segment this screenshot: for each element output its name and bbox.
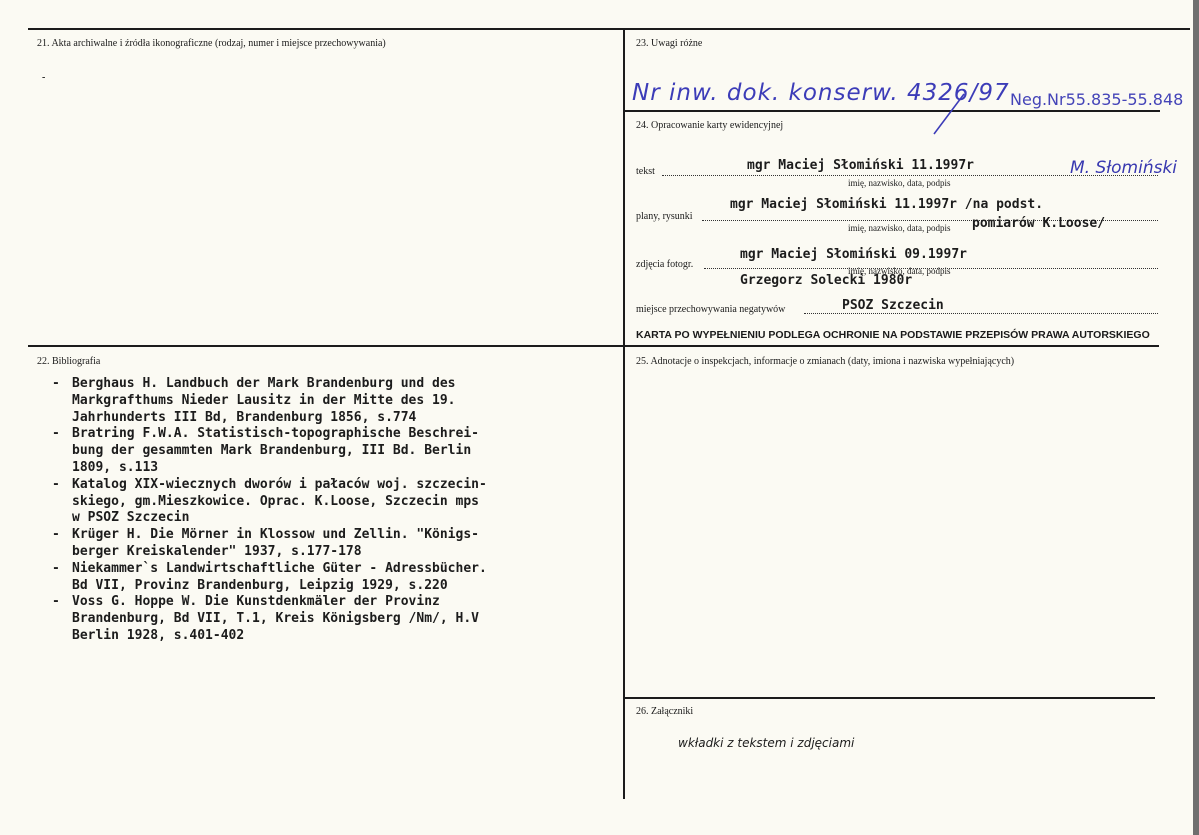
miejsce-line bbox=[804, 313, 1158, 314]
zdjecia-value-continued: Grzegorz Solecki 1980r bbox=[740, 273, 913, 288]
bibliography-entry: - Niekammer`s Landwirtschaftliche Güter - Adressbücher. Bd VII, Provinz Brandenburg, Leipzig 1929, s.220 bbox=[52, 561, 487, 595]
bibliography-entry: - Bratring F.W.A. Statistisch-topographische Beschrei- bung der gesammten Mark Brandenburg, III Bd. Berlin 1809, s.113 bbox=[52, 426, 487, 476]
inventory-handwritten: Nr inw. dok. konserw. 4326/97 bbox=[632, 80, 1010, 106]
attachments-value: wkładki z tekstem i zdjęciami bbox=[678, 736, 855, 750]
tekst-caption: imię, nazwisko, data, podpis bbox=[848, 178, 951, 188]
section-21-mark: - bbox=[42, 72, 46, 83]
plany-caption: imię, nazwisko, data, podpis bbox=[848, 223, 951, 233]
section-25-26-divider bbox=[623, 697, 1155, 699]
section-23-title: 23. Uwagi różne bbox=[636, 38, 703, 49]
section-23-24-divider bbox=[623, 110, 1160, 112]
scan-edge bbox=[1193, 0, 1199, 835]
plany-label: plany, rysunki bbox=[636, 211, 693, 222]
bibliography-entry: - Krüger H. Die Mörner in Klossow und Zellin. "Königs- berger Kreiskalender" 1937, s.177-178 bbox=[52, 527, 487, 561]
bibliography-entry: - Berghaus H. Landbuch der Mark Brandenburg und des Markgrafthums Nieder Lausitz in der Mitte des 19. Jahrhunderts III Bd, Brandenburg 1856, s.774 bbox=[52, 376, 487, 426]
miejsce-value: PSOZ Szczecin bbox=[842, 298, 944, 313]
tekst-value: mgr Maciej Słomiński 11.1997r bbox=[747, 158, 974, 173]
plany-value: mgr Maciej Słomiński 11.1997r /na podst. bbox=[730, 197, 1044, 212]
row-divider bbox=[28, 345, 1159, 347]
copyright-warning: KARTA PO WYPEŁNIENIU PODLEGA OCHRONIE NA PODSTAWIE PRZEPISÓW PRAWA AUTORSKIEGO bbox=[636, 329, 1150, 341]
miejsce-label: miejsce przechowywania negatywów bbox=[636, 304, 786, 315]
section-24-title: 24. Opracowanie karty ewidencyjnej bbox=[636, 120, 784, 131]
section-25-title: 25. Adnotacje o inspekcjach, informacje o zmianach (daty, imiona i nazwiska wypełniających) bbox=[636, 356, 1015, 367]
middle-divider bbox=[623, 28, 625, 799]
handwritten-stroke bbox=[930, 92, 970, 137]
bibliography-entry: - Katalog XIX-wiecznych dworów i pałaców woj. szczecin- skiego, gm.Mieszkowice. Oprac. K.Loose, Szczecin mps w PSOZ Szczecin bbox=[52, 477, 487, 527]
negative-number-stamp: Neg.Nr55.835-55.848 bbox=[1010, 90, 1184, 109]
section-21-title: 21. Akta archiwalne i źródła ikonograficzne (rodzaj, numer i miejsce przechowywania) bbox=[37, 38, 386, 49]
section-22-title: 22. Bibliografia bbox=[37, 356, 101, 367]
zdjecia-label: zdjęcia fotogr. bbox=[636, 259, 694, 270]
tekst-label: tekst bbox=[636, 166, 655, 177]
plany-value-continued: pomiarów K.Loose/ bbox=[972, 216, 1106, 231]
zdjecia-value: mgr Maciej Słomiński 09.1997r bbox=[740, 247, 967, 262]
zdjecia-caption: imię, nazwisko, data, podpis bbox=[848, 266, 951, 276]
top-border bbox=[28, 28, 1190, 30]
section-26-title: 26. Załączniki bbox=[636, 706, 694, 717]
bibliography-entry: - Voss G. Hoppe W. Die Kunstdenkmäler der Provinz Brandenburg, Bd VII, T.1, Kreis Königsberg /Nm/, H.V Berlin 1928, s.401-402 bbox=[52, 594, 487, 644]
tekst-signature: M. Słomiński bbox=[1070, 158, 1178, 178]
bibliography-list bbox=[52, 376, 487, 645]
